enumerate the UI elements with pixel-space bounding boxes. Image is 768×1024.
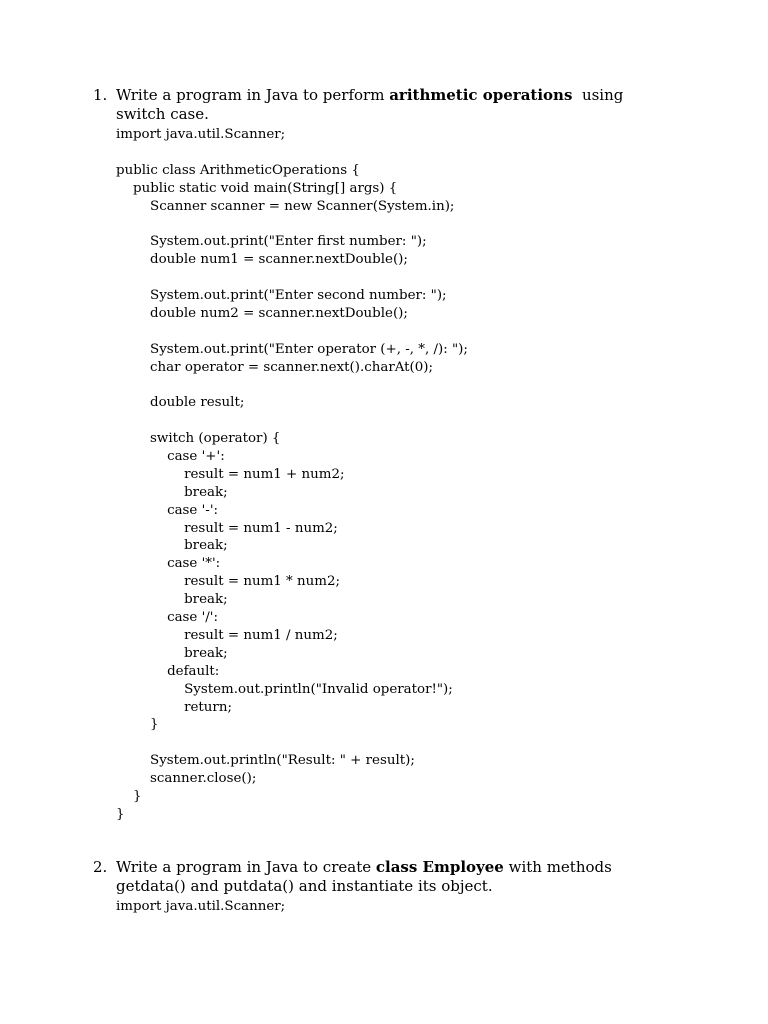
code-line: case '+': — [116, 449, 225, 465]
code-line: break; — [116, 484, 228, 500]
code-line: double num2 = scanner.nextDouble(); — [116, 305, 408, 321]
code-line: System.out.println("Invalid operator!"); — [116, 681, 453, 697]
code-line — [116, 412, 468, 430]
code-line: import java.util.Scanner; — [116, 899, 286, 914]
heading-text: using — [572, 86, 624, 104]
code-line: return; — [116, 699, 232, 715]
code-line: result = num1 * num2; — [116, 574, 340, 590]
code-line — [116, 144, 468, 162]
heading-bold-text: arithmetic operations — [389, 86, 573, 104]
question-heading — [116, 86, 676, 124]
code-line — [116, 215, 468, 233]
code-line: double num1 = scanner.nextDouble(); — [116, 252, 408, 268]
code-line: break; — [116, 538, 228, 554]
code-line: System.out.print("Enter second number: "); — [116, 288, 447, 304]
question-heading — [116, 858, 676, 896]
code-line — [116, 734, 468, 752]
code-line: result = num1 - num2; — [116, 520, 338, 536]
question-number: 1. — [93, 86, 108, 104]
code-block — [116, 898, 285, 916]
code-line: double result; — [116, 395, 245, 411]
heading-text: with methods — [503, 858, 612, 876]
code-line: public class ArithmeticOperations { — [116, 162, 360, 178]
code-line — [116, 269, 468, 287]
heading-line-2: getdata() and putdata() and instantiate its object. — [116, 877, 493, 895]
code-line: break; — [116, 592, 228, 608]
code-line: case '*': — [116, 556, 221, 572]
heading-line-1 — [116, 858, 676, 877]
code-line: result = num1 + num2; — [116, 466, 345, 482]
code-line: result = num1 / num2; — [116, 627, 338, 643]
code-line: import java.util.Scanner; — [116, 127, 286, 142]
code-line: System.out.print("Enter first number: "); — [116, 234, 427, 250]
code-line: System.out.println("Result: " + result); — [116, 753, 415, 769]
code-line: switch (operator) { — [116, 431, 281, 447]
code-line: } — [116, 717, 159, 733]
code-line: } — [116, 806, 125, 822]
code-line — [116, 376, 468, 394]
code-line: } — [116, 788, 142, 804]
heading-line-2: switch case. — [116, 105, 209, 123]
code-line: case '/': — [116, 610, 218, 626]
heading-line-1 — [116, 86, 676, 105]
code-line — [116, 323, 468, 341]
code-line: scanner.close(); — [116, 771, 257, 787]
question-number: 2. — [93, 858, 108, 876]
code-line: public static void main(String[] args) { — [116, 180, 398, 196]
heading-bold-text: class Employee — [375, 858, 504, 876]
code-block — [116, 126, 468, 824]
heading-text: Write a program in Java to create — [116, 858, 376, 876]
code-line: System.out.print("Enter operator (+, -, *, /): "); — [116, 341, 468, 357]
code-line: case '-': — [116, 502, 219, 518]
code-line: Scanner scanner = new Scanner(System.in); — [116, 198, 455, 214]
code-line: char operator = scanner.next().charAt(0); — [116, 359, 434, 375]
code-line: break; — [116, 645, 228, 661]
heading-text: Write a program in Java to perform — [116, 86, 390, 104]
code-line: default: — [116, 663, 220, 679]
